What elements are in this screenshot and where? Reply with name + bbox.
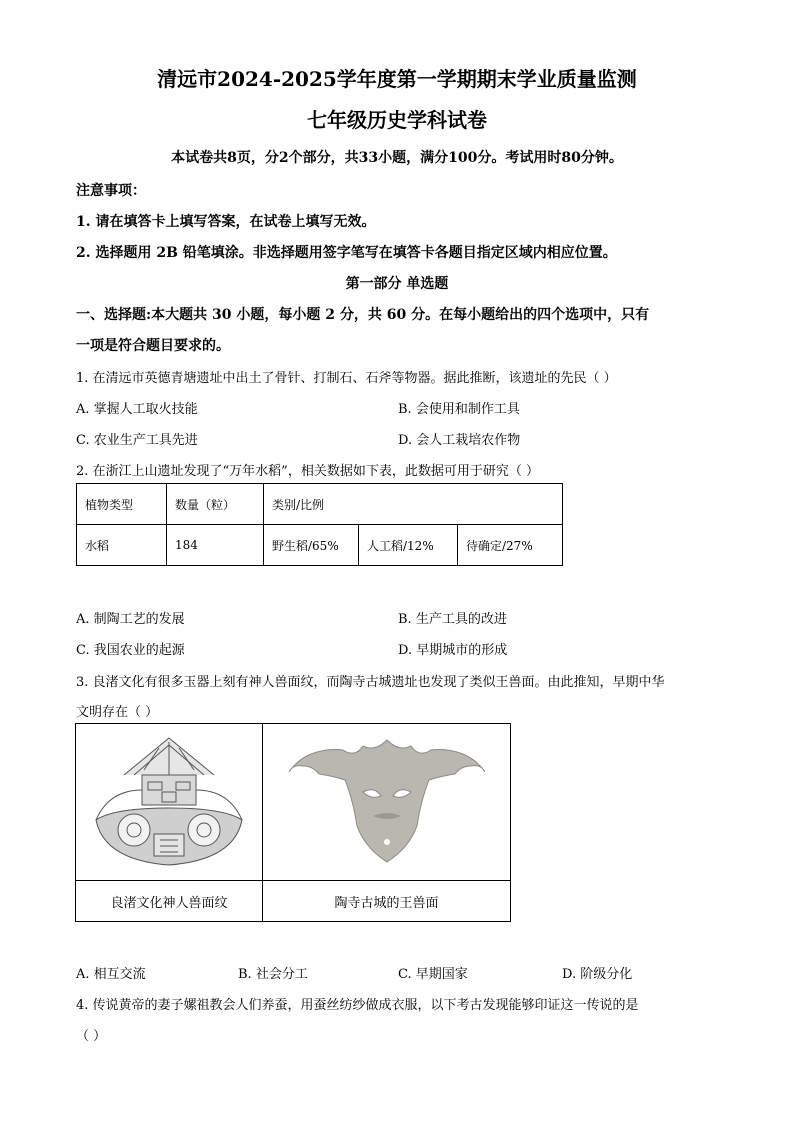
table-cell: 野生稻/65% bbox=[264, 525, 359, 566]
option-b[interactable]: B. 社会分工 bbox=[238, 967, 308, 982]
table-header-cell: 类别/比例 bbox=[264, 484, 563, 525]
question-3-stem: 3. 良渚文化有很多玉器上刻有神人兽面纹，而陶寺古城遗址也发现了类似王兽面。由此推知，早期中华 bbox=[76, 675, 665, 690]
option-a[interactable]: A. 制陶工艺的发展 bbox=[76, 612, 185, 627]
table-cell: 水稻 bbox=[77, 525, 167, 566]
table-cell: 184 bbox=[167, 525, 264, 566]
question-2-stem: 2. 在浙江上山遗址发现了“万年水稻”，相关数据如下表，此数据可用于研究（ ） bbox=[76, 464, 539, 479]
table-row bbox=[77, 484, 563, 525]
table-row bbox=[76, 724, 511, 881]
table-cell: 人工稻/12% bbox=[359, 525, 458, 566]
option-d[interactable]: D. 早期城市的形成 bbox=[398, 643, 508, 658]
question-3-stem: 文明存在（ ） bbox=[76, 705, 159, 720]
image-caption: 良渚文化神人兽面纹 bbox=[76, 881, 263, 922]
artifact-image-table bbox=[75, 723, 511, 922]
option-c[interactable]: C. 早期国家 bbox=[398, 967, 468, 982]
note-item: 2. 选择题用 2B 铅笔填涂。非选择题用签字笔写在填答卡各题目指定区域内相应位置。 bbox=[76, 245, 617, 261]
image-caption: 陶寺古城的王兽面 bbox=[263, 881, 511, 922]
exam-info: 本试卷共8页，分2个部分，共33小题，满分100分。考试用时80分钟。 bbox=[171, 150, 623, 166]
option-d[interactable]: D. 会人工栽培农作物 bbox=[398, 433, 521, 448]
exam-title: 清远市2024-2025学年度第一学期期末学业质量监测 bbox=[157, 67, 637, 91]
section-instruction: 一、选择题:本大题共 30 小题，每小题 2 分，共 60 分。在每小题给出的四个选项中，只有 bbox=[76, 307, 650, 323]
exam-subtitle: 七年级历史学科试卷 bbox=[307, 108, 487, 132]
rice-data-table bbox=[76, 483, 563, 566]
section-instruction: 一项是符合题目要求的。 bbox=[76, 338, 230, 354]
question-4-stem: 4. 传说黄帝的妻子嫘祖教会人们养蚕，用蚕丝纺纱做成衣服，以下考古发现能够印证这一传说的是 bbox=[76, 998, 639, 1013]
taosi-mask-image bbox=[263, 724, 511, 881]
option-c[interactable]: C. 农业生产工具先进 bbox=[76, 433, 198, 448]
option-b[interactable]: B. 会使用和制作工具 bbox=[398, 402, 520, 417]
table-row bbox=[77, 525, 563, 566]
question-1-stem: 1. 在清远市英德青塘遗址中出土了骨针、打制石、石斧等物器。据此推断，该遗址的先民（ ） bbox=[76, 371, 617, 386]
note-item: 1. 请在填答卡上填写答案，在试卷上填写无效。 bbox=[76, 214, 376, 230]
liangzhu-mask-image bbox=[76, 724, 263, 881]
option-c[interactable]: C. 我国农业的起源 bbox=[76, 643, 185, 658]
part-heading: 第一部分 单选题 bbox=[345, 276, 449, 292]
option-a[interactable]: A. 掌握人工取火技能 bbox=[76, 402, 198, 417]
table-header-cell: 植物类型 bbox=[77, 484, 167, 525]
option-b[interactable]: B. 生产工具的改进 bbox=[398, 612, 507, 627]
question-4-stem: （ ） bbox=[76, 1029, 107, 1044]
option-a[interactable]: A. 相互交流 bbox=[76, 967, 146, 982]
table-row bbox=[76, 881, 511, 922]
table-cell: 待确定/27% bbox=[458, 525, 563, 566]
notes-heading: 注意事项： bbox=[76, 183, 146, 199]
table-header-cell: 数量（粒） bbox=[167, 484, 264, 525]
option-d[interactable]: D. 阶级分化 bbox=[562, 967, 633, 982]
